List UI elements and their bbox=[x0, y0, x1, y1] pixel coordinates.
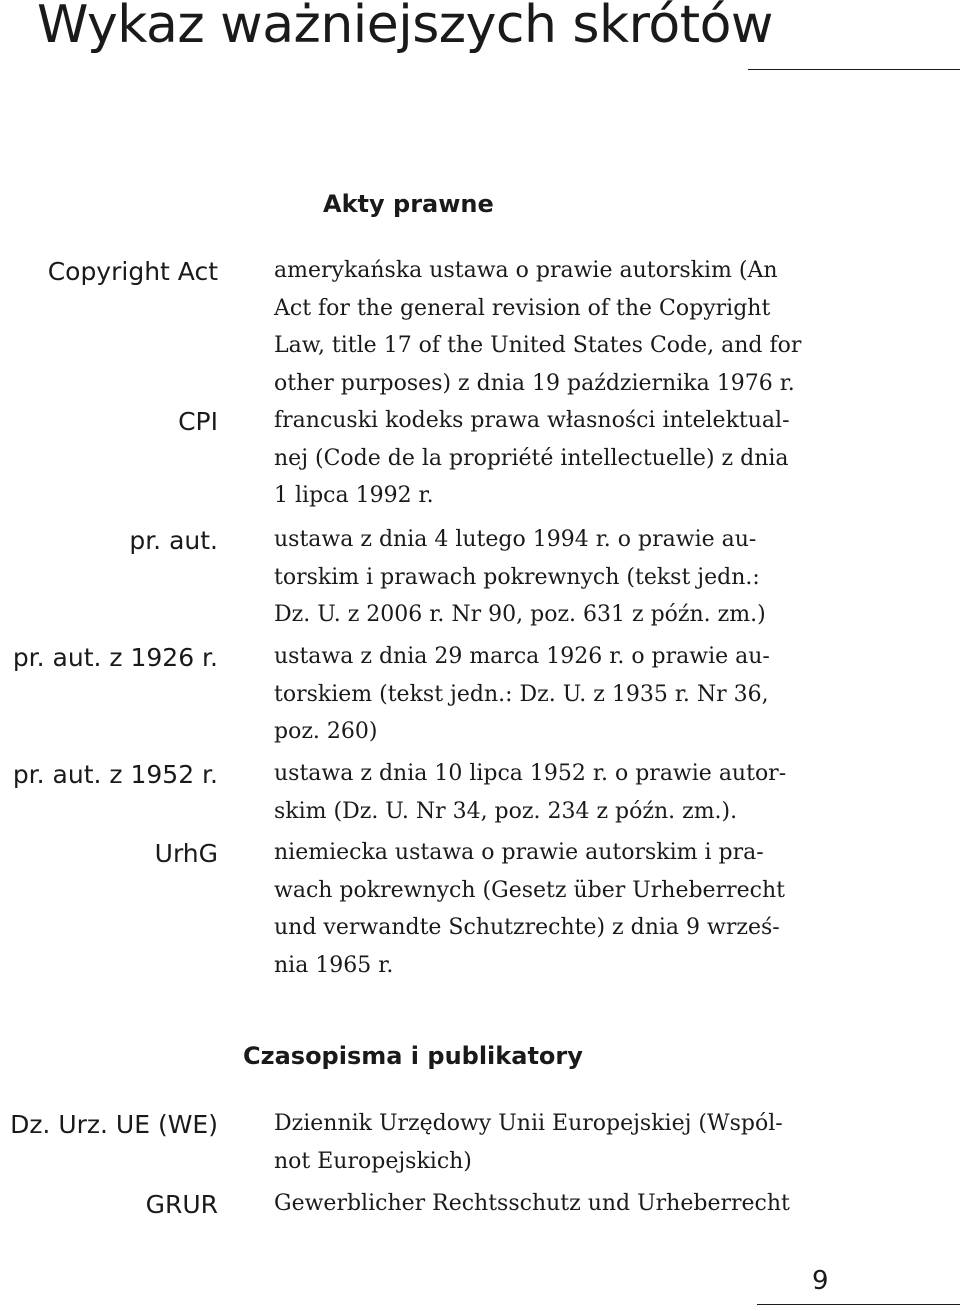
definition-line: other purposes) z dnia 19 października 1976 r. bbox=[274, 370, 795, 396]
definition-line: nej (Code de la propriété intellectuelle) z dnia bbox=[274, 445, 789, 471]
abbr-cpi: CPI bbox=[178, 407, 218, 436]
definition-dz-urz-ue bbox=[274, 1105, 834, 1180]
definition-line: Law, title 17 of the United States Code, and for bbox=[274, 333, 802, 358]
definition-line: torskiem (tekst jedn.: Dz. U. z 1935 r. Nr 36, bbox=[274, 681, 769, 707]
definition-line: poz. 260) bbox=[274, 719, 378, 744]
definition-line: nia 1965 r. bbox=[274, 952, 394, 978]
bottom-rule bbox=[757, 1304, 960, 1305]
definition-pr-aut-1926 bbox=[274, 638, 834, 751]
definition-urhg bbox=[274, 834, 834, 984]
abbr-urhg: UrhG bbox=[154, 839, 218, 868]
definition-copyright-act bbox=[274, 252, 834, 402]
definition-line: Act for the general revision of the Copyright bbox=[274, 295, 771, 321]
abbr-pr-aut-1952: pr. aut. z 1952 r. bbox=[12, 760, 218, 789]
definition-line: amerykańska ustawa o prawie autorskim (An bbox=[274, 258, 778, 283]
abbr-dz-urz-ue: Dz. Urz. UE (WE) bbox=[10, 1110, 218, 1139]
definition-pr-aut-1952 bbox=[274, 755, 834, 830]
abbr-pr-aut-1926: pr. aut. z 1926 r. bbox=[12, 643, 218, 672]
page-number: 9 bbox=[812, 1266, 829, 1296]
definition-pr-aut bbox=[274, 521, 834, 634]
definition-line: niemiecka ustawa o prawie autorskim i pra- bbox=[274, 840, 764, 865]
definition-line: und verwandte Schutzrechte) z dnia 9 wrześ- bbox=[274, 915, 780, 940]
definition-line: Gewerblicher Rechtsschutz und Urheberrecht bbox=[274, 1191, 790, 1216]
definition-cpi bbox=[274, 402, 834, 515]
definition-line: 1 lipca 1992 r. bbox=[274, 483, 434, 508]
definition-line: not Europejskich) bbox=[274, 1148, 472, 1174]
title-rule bbox=[748, 69, 960, 70]
definition-line: francuski kodeks prawa własności intelektual- bbox=[274, 408, 790, 433]
definition-grur bbox=[274, 1185, 834, 1223]
page-title: Wykaz ważniejszych skrótów bbox=[37, 0, 773, 55]
definition-line: Dz. U. z 2006 r. Nr 90, poz. 631 z późn. zm.) bbox=[274, 602, 766, 627]
definition-line: skim (Dz. U. Nr 34, poz. 234 z późn. zm.). bbox=[274, 798, 738, 824]
definition-line: wach pokrewnych (Gesetz über Urheberrecht bbox=[274, 877, 785, 903]
section-heading-czasopisma: Czasopisma i publikatory bbox=[243, 1042, 583, 1070]
definition-line: ustawa z dnia 29 marca 1926 r. o prawie au- bbox=[274, 644, 770, 669]
section-heading-akty-prawne: Akty prawne bbox=[323, 190, 494, 218]
abbr-grur: GRUR bbox=[145, 1190, 218, 1219]
abbr-pr-aut: pr. aut. bbox=[129, 526, 218, 555]
abbr-copyright-act: Copyright Act bbox=[47, 257, 218, 286]
definition-line: torskim i prawach pokrewnych (tekst jedn.: bbox=[274, 564, 760, 590]
definition-line: ustawa z dnia 10 lipca 1952 r. o prawie autor- bbox=[274, 761, 787, 786]
definition-line: Dziennik Urzędowy Unii Europejskiej (Wspól- bbox=[274, 1111, 783, 1136]
definition-line: ustawa z dnia 4 lutego 1994 r. o prawie au- bbox=[274, 527, 757, 552]
